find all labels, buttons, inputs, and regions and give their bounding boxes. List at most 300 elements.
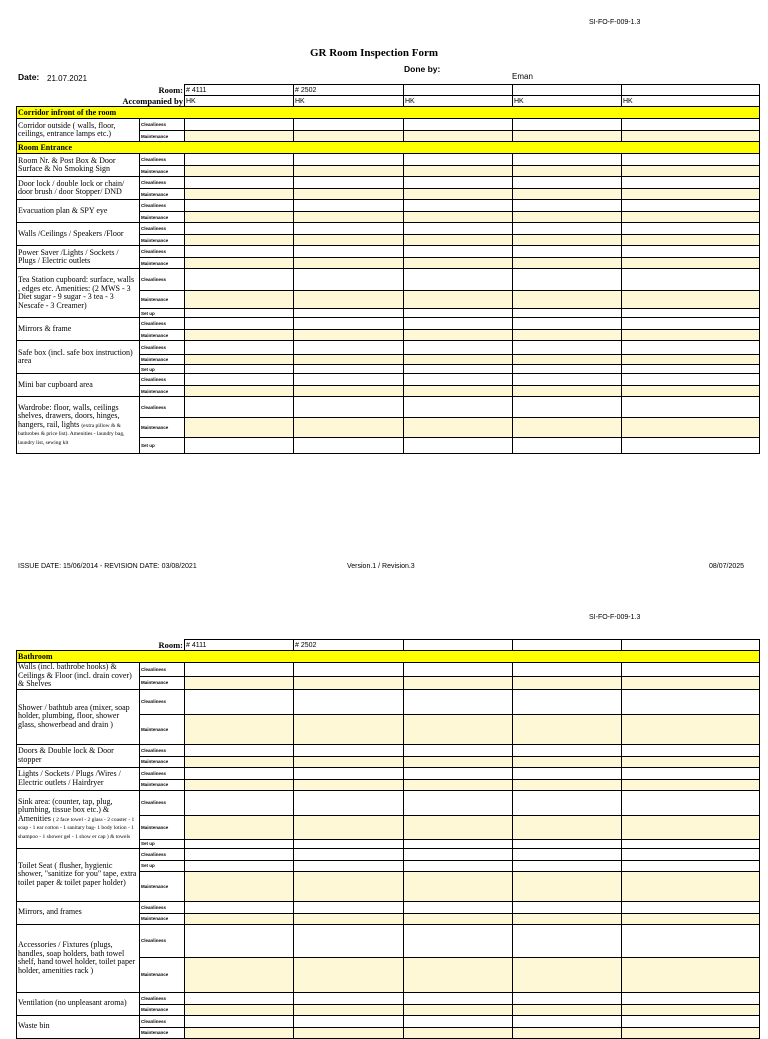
rating-cell[interactable] xyxy=(513,131,622,142)
rating-cell[interactable] xyxy=(622,815,760,839)
rating-cell[interactable] xyxy=(622,418,760,438)
table-row xyxy=(17,1015,760,1027)
rating-cell[interactable] xyxy=(404,212,513,223)
rating-cell[interactable] xyxy=(185,676,294,689)
rating-cell[interactable] xyxy=(185,779,294,790)
rating-cell[interactable] xyxy=(185,901,294,913)
rating-cell[interactable] xyxy=(185,177,294,189)
rating-cell[interactable] xyxy=(622,767,760,779)
rating-cell[interactable] xyxy=(513,235,622,246)
rating-cell[interactable] xyxy=(294,166,404,177)
rating-cell[interactable] xyxy=(185,189,294,200)
checklist-item-text: Walls (incl. bathrobe hooks) & Ceilings & Floor (incl. drain cover) & Shelves xyxy=(18,662,132,688)
rating-cell[interactable] xyxy=(513,1004,622,1015)
rating-cell[interactable] xyxy=(513,355,622,365)
rating-cell[interactable] xyxy=(404,714,513,744)
rating-cell[interactable] xyxy=(513,166,622,177)
rating-cell[interactable] xyxy=(185,924,294,957)
rating-cell[interactable] xyxy=(294,744,404,756)
rating-cell[interactable] xyxy=(185,386,294,397)
rating-cell[interactable] xyxy=(294,957,404,992)
rating-cell[interactable] xyxy=(185,330,294,341)
rating-cell[interactable] xyxy=(404,177,513,189)
rating-cell[interactable] xyxy=(294,1015,404,1027)
rating-cell[interactable] xyxy=(622,223,760,235)
rating-cell[interactable] xyxy=(185,767,294,779)
rating-cell[interactable] xyxy=(185,913,294,924)
room-label: Room: xyxy=(158,639,183,650)
rating-cell[interactable] xyxy=(513,779,622,790)
room-cell[interactable] xyxy=(513,640,622,651)
rating-cell[interactable] xyxy=(294,341,404,355)
rating-cell[interactable] xyxy=(404,119,513,131)
rating-cell[interactable] xyxy=(513,663,622,677)
rating-cell[interactable] xyxy=(294,318,404,330)
rating-cell[interactable] xyxy=(513,374,622,386)
rating-cell[interactable] xyxy=(185,790,294,815)
rating-cell[interactable] xyxy=(513,330,622,341)
rating-cell[interactable] xyxy=(513,957,622,992)
rating-cell[interactable] xyxy=(185,341,294,355)
rating-cell[interactable] xyxy=(622,839,760,848)
rating-cell[interactable] xyxy=(513,860,622,871)
room-cell[interactable] xyxy=(622,85,760,96)
rating-cell[interactable] xyxy=(513,676,622,689)
rating-cell[interactable] xyxy=(622,131,760,142)
rating-cell[interactable] xyxy=(513,309,622,318)
rating-cell[interactable] xyxy=(294,330,404,341)
rating-cell[interactable] xyxy=(185,374,294,386)
rating-cell[interactable] xyxy=(404,189,513,200)
criteria-label: Maintenance xyxy=(140,291,185,309)
rating-cell[interactable] xyxy=(404,779,513,790)
rating-cell[interactable] xyxy=(622,355,760,365)
rating-cell[interactable] xyxy=(185,957,294,992)
rating-cell[interactable] xyxy=(185,714,294,744)
rating-cell[interactable] xyxy=(622,386,760,397)
room-cell[interactable]: # 4111 xyxy=(185,85,294,96)
rating-cell[interactable] xyxy=(622,1004,760,1015)
rating-cell[interactable] xyxy=(513,924,622,957)
rating-cell[interactable] xyxy=(294,992,404,1004)
rating-cell[interactable] xyxy=(622,189,760,200)
rating-cell[interactable] xyxy=(404,860,513,871)
rating-cell[interactable] xyxy=(513,815,622,839)
checklist-item xyxy=(17,744,140,767)
rating-cell[interactable] xyxy=(404,1015,513,1027)
accompanied-cell[interactable]: HK xyxy=(185,96,294,107)
rating-cell[interactable] xyxy=(513,269,622,291)
rating-cell[interactable] xyxy=(294,1004,404,1015)
rating-cell[interactable] xyxy=(294,397,404,418)
rating-cell[interactable] xyxy=(622,756,760,767)
rating-cell[interactable] xyxy=(185,365,294,374)
rating-cell[interactable] xyxy=(513,318,622,330)
rating-cell[interactable] xyxy=(622,365,760,374)
rating-cell[interactable] xyxy=(404,1004,513,1015)
rating-cell[interactable] xyxy=(404,901,513,913)
rating-cell[interactable] xyxy=(294,291,404,309)
rating-cell[interactable] xyxy=(622,119,760,131)
rating-cell[interactable] xyxy=(404,166,513,177)
rating-cell[interactable] xyxy=(185,871,294,901)
rating-cell[interactable] xyxy=(185,154,294,166)
accompanied-cell[interactable]: HK xyxy=(404,96,513,107)
rating-cell[interactable] xyxy=(404,258,513,269)
rating-cell[interactable] xyxy=(513,871,622,901)
rating-cell[interactable] xyxy=(404,246,513,258)
rating-cell[interactable] xyxy=(622,714,760,744)
rating-cell[interactable] xyxy=(622,689,760,714)
checklist-item-text: Room Nr. & Post Box & Door Surface & No Smoking Sign xyxy=(18,155,116,173)
rating-cell[interactable] xyxy=(622,177,760,189)
checklist-item xyxy=(17,246,140,269)
rating-cell[interactable] xyxy=(404,200,513,212)
rating-cell[interactable] xyxy=(404,269,513,291)
checklist-item-text: Mini bar cupboard area xyxy=(18,379,93,389)
rating-cell[interactable] xyxy=(622,200,760,212)
room-cell[interactable] xyxy=(404,85,513,96)
rating-cell[interactable] xyxy=(622,848,760,860)
room-cell[interactable] xyxy=(513,85,622,96)
criteria-label: Maintenance xyxy=(140,871,185,901)
rating-cell[interactable] xyxy=(622,438,760,454)
rating-cell[interactable] xyxy=(622,291,760,309)
rating-cell[interactable] xyxy=(513,438,622,454)
rating-cell[interactable] xyxy=(404,309,513,318)
rating-cell[interactable] xyxy=(294,189,404,200)
rating-cell[interactable] xyxy=(622,154,760,166)
rating-cell[interactable] xyxy=(404,131,513,142)
rating-cell[interactable] xyxy=(513,418,622,438)
rating-cell[interactable] xyxy=(404,154,513,166)
rating-cell[interactable] xyxy=(185,235,294,246)
rating-cell[interactable] xyxy=(513,1015,622,1027)
rating-cell[interactable] xyxy=(185,848,294,860)
checklist-item xyxy=(17,924,140,992)
rating-cell[interactable] xyxy=(185,1015,294,1027)
rating-cell[interactable] xyxy=(185,1027,294,1038)
checklist-item xyxy=(17,901,140,924)
rating-cell[interactable] xyxy=(185,166,294,177)
rating-cell[interactable] xyxy=(513,246,622,258)
rating-cell[interactable] xyxy=(404,374,513,386)
rating-cell[interactable] xyxy=(513,839,622,848)
rating-cell[interactable] xyxy=(185,438,294,454)
rating-cell[interactable] xyxy=(294,663,404,677)
rating-cell[interactable] xyxy=(185,131,294,142)
table-row xyxy=(17,901,760,913)
rating-cell[interactable] xyxy=(185,258,294,269)
criteria-label: Maintenance xyxy=(140,756,185,767)
rating-cell[interactable] xyxy=(294,200,404,212)
rating-cell[interactable] xyxy=(513,848,622,860)
criteria-label: Cleanliness xyxy=(140,767,185,779)
rating-cell[interactable] xyxy=(404,330,513,341)
rating-cell[interactable] xyxy=(622,744,760,756)
checklist-item xyxy=(17,1015,140,1038)
rating-cell[interactable] xyxy=(513,767,622,779)
rating-cell[interactable] xyxy=(622,901,760,913)
rating-cell[interactable] xyxy=(185,200,294,212)
rating-cell[interactable] xyxy=(513,291,622,309)
rating-cell[interactable] xyxy=(622,246,760,258)
rating-cell[interactable] xyxy=(404,318,513,330)
rating-cell[interactable] xyxy=(404,790,513,815)
accompanied-cell[interactable]: HK xyxy=(294,96,404,107)
rating-cell[interactable] xyxy=(404,913,513,924)
rating-cell[interactable] xyxy=(622,957,760,992)
criteria-label: Maintenance xyxy=(140,676,185,689)
criteria-label: Cleanliness xyxy=(140,663,185,677)
rating-cell[interactable] xyxy=(185,839,294,848)
rating-cell[interactable] xyxy=(622,913,760,924)
rating-cell[interactable] xyxy=(294,815,404,839)
checklist-body xyxy=(17,107,760,454)
rating-cell[interactable] xyxy=(622,860,760,871)
room-row xyxy=(17,640,760,651)
rating-cell[interactable] xyxy=(185,223,294,235)
rating-cell[interactable] xyxy=(513,992,622,1004)
rating-cell[interactable] xyxy=(622,871,760,901)
table-row xyxy=(17,246,760,258)
rating-cell[interactable] xyxy=(185,418,294,438)
rating-cell[interactable] xyxy=(513,913,622,924)
criteria-label: Cleanliness xyxy=(140,1015,185,1027)
rating-cell[interactable] xyxy=(404,839,513,848)
rating-cell[interactable] xyxy=(294,119,404,131)
rating-cell[interactable] xyxy=(404,924,513,957)
rating-cell[interactable] xyxy=(185,689,294,714)
criteria-label: Maintenance xyxy=(140,779,185,790)
rating-cell[interactable] xyxy=(404,397,513,418)
rating-cell[interactable] xyxy=(404,341,513,355)
criteria-label: Maintenance xyxy=(140,714,185,744)
criteria-label: Cleanliness xyxy=(140,200,185,212)
rating-cell[interactable] xyxy=(513,223,622,235)
rating-cell[interactable] xyxy=(185,992,294,1004)
table-row xyxy=(17,790,760,815)
room-cell[interactable]: # 4111 xyxy=(185,640,294,651)
rating-cell[interactable] xyxy=(622,790,760,815)
rating-cell[interactable] xyxy=(404,223,513,235)
rating-cell[interactable] xyxy=(185,355,294,365)
criteria-label: Maintenance xyxy=(140,355,185,365)
rating-cell[interactable] xyxy=(185,397,294,418)
rating-cell[interactable] xyxy=(294,790,404,815)
room-cell[interactable]: # 2502 xyxy=(294,640,404,651)
rating-cell[interactable] xyxy=(185,291,294,309)
checklist-item xyxy=(17,223,140,246)
accompanied-cell[interactable]: HK xyxy=(513,96,622,107)
rating-cell[interactable] xyxy=(622,269,760,291)
rating-cell[interactable] xyxy=(404,365,513,374)
rating-cell[interactable] xyxy=(185,269,294,291)
rating-cell[interactable] xyxy=(622,779,760,790)
rating-cell[interactable] xyxy=(294,901,404,913)
rating-cell[interactable] xyxy=(513,200,622,212)
rating-cell[interactable] xyxy=(513,714,622,744)
rating-cell[interactable] xyxy=(404,663,513,677)
rating-cell[interactable] xyxy=(622,235,760,246)
date-value: 21.07.2021 xyxy=(47,74,88,83)
rating-cell[interactable] xyxy=(294,438,404,454)
rating-cell[interactable] xyxy=(622,924,760,957)
rating-cell[interactable] xyxy=(404,871,513,901)
criteria-label: Maintenance xyxy=(140,235,185,246)
rating-cell[interactable] xyxy=(513,756,622,767)
rating-cell[interactable] xyxy=(294,246,404,258)
room-cell[interactable] xyxy=(622,640,760,651)
rating-cell[interactable] xyxy=(513,189,622,200)
rating-cell[interactable] xyxy=(404,992,513,1004)
rating-cell[interactable] xyxy=(622,212,760,223)
rating-cell[interactable] xyxy=(294,924,404,957)
rating-cell[interactable] xyxy=(294,839,404,848)
rating-cell[interactable] xyxy=(294,860,404,871)
rating-cell[interactable] xyxy=(294,848,404,860)
rating-cell[interactable] xyxy=(294,418,404,438)
rating-cell[interactable] xyxy=(622,397,760,418)
rating-cell[interactable] xyxy=(622,663,760,677)
rating-cell[interactable] xyxy=(622,166,760,177)
rating-cell[interactable] xyxy=(294,779,404,790)
rating-cell[interactable] xyxy=(294,269,404,291)
rating-cell[interactable] xyxy=(185,663,294,677)
rating-cell[interactable] xyxy=(294,355,404,365)
footer-version: Version.1 / Revision.3 xyxy=(347,563,415,570)
rating-cell[interactable] xyxy=(404,957,513,992)
inspection-table-page-1 xyxy=(16,84,760,454)
rating-cell[interactable] xyxy=(513,790,622,815)
rating-cell[interactable] xyxy=(513,177,622,189)
table-row xyxy=(17,223,760,235)
rating-cell[interactable] xyxy=(185,246,294,258)
rating-cell[interactable] xyxy=(513,212,622,223)
rating-cell[interactable] xyxy=(294,131,404,142)
rating-cell[interactable] xyxy=(513,365,622,374)
table-row xyxy=(17,177,760,189)
rating-cell[interactable] xyxy=(185,212,294,223)
rating-cell[interactable] xyxy=(294,767,404,779)
rating-cell[interactable] xyxy=(404,235,513,246)
criteria-label: Maintenance xyxy=(140,1004,185,1015)
rating-cell[interactable] xyxy=(294,871,404,901)
rating-cell[interactable] xyxy=(294,235,404,246)
rating-cell[interactable] xyxy=(294,386,404,397)
rating-cell[interactable] xyxy=(513,258,622,269)
room-cell[interactable]: # 2502 xyxy=(294,85,404,96)
rating-cell[interactable] xyxy=(513,397,622,418)
rating-cell[interactable] xyxy=(513,1027,622,1038)
rating-cell[interactable] xyxy=(513,119,622,131)
table-row xyxy=(17,341,760,355)
room-cell[interactable] xyxy=(404,640,513,651)
rating-cell[interactable] xyxy=(185,815,294,839)
criteria-label: Maintenance xyxy=(140,166,185,177)
rating-cell[interactable] xyxy=(622,676,760,689)
rating-cell[interactable] xyxy=(185,1004,294,1015)
checklist-item xyxy=(17,848,140,901)
rating-cell[interactable] xyxy=(294,676,404,689)
rating-cell[interactable] xyxy=(404,689,513,714)
rating-cell[interactable] xyxy=(294,309,404,318)
checklist-item xyxy=(17,200,140,223)
rating-cell[interactable] xyxy=(185,860,294,871)
rating-cell[interactable] xyxy=(513,744,622,756)
rating-cell[interactable] xyxy=(294,1027,404,1038)
rating-cell[interactable] xyxy=(622,309,760,318)
criteria-label: Cleanliness xyxy=(140,177,185,189)
rating-cell[interactable] xyxy=(513,154,622,166)
rating-cell[interactable] xyxy=(294,756,404,767)
rating-cell[interactable] xyxy=(622,258,760,269)
criteria-label: Maintenance xyxy=(140,418,185,438)
rating-cell[interactable] xyxy=(622,1015,760,1027)
rating-cell[interactable] xyxy=(294,374,404,386)
section-title: Bathroom xyxy=(17,651,760,663)
rating-cell[interactable] xyxy=(404,744,513,756)
rating-cell[interactable] xyxy=(294,177,404,189)
rating-cell[interactable] xyxy=(185,309,294,318)
rating-cell[interactable] xyxy=(294,212,404,223)
criteria-label: Cleanliness xyxy=(140,318,185,330)
rating-cell[interactable] xyxy=(513,689,622,714)
checklist-item-text: Door lock / double lock or chain/ door brush / door Stopper/ DND xyxy=(18,178,125,196)
rating-cell[interactable] xyxy=(622,992,760,1004)
rating-cell[interactable] xyxy=(622,374,760,386)
accompanied-cell[interactable]: HK xyxy=(622,96,760,107)
rating-cell[interactable] xyxy=(185,119,294,131)
rating-cell[interactable] xyxy=(294,714,404,744)
checklist-item-text: Ventilation (no unpleasant aroma) xyxy=(18,998,127,1008)
rating-cell[interactable] xyxy=(622,318,760,330)
rating-cell[interactable] xyxy=(294,223,404,235)
rating-cell[interactable] xyxy=(294,258,404,269)
criteria-label: Cleanliness xyxy=(140,374,185,386)
rating-cell[interactable] xyxy=(404,291,513,309)
rating-cell[interactable] xyxy=(404,815,513,839)
rating-cell[interactable] xyxy=(294,913,404,924)
rating-cell[interactable] xyxy=(294,689,404,714)
rating-cell[interactable] xyxy=(404,767,513,779)
rating-cell[interactable] xyxy=(513,341,622,355)
rating-cell[interactable] xyxy=(185,756,294,767)
criteria-label: Set up xyxy=(140,309,185,318)
rating-cell[interactable] xyxy=(622,341,760,355)
rating-cell[interactable] xyxy=(404,848,513,860)
checklist-body xyxy=(17,651,760,1039)
rating-cell[interactable] xyxy=(404,355,513,365)
rating-cell[interactable] xyxy=(404,418,513,438)
rating-cell[interactable] xyxy=(404,676,513,689)
rating-cell[interactable] xyxy=(513,386,622,397)
rating-cell[interactable] xyxy=(404,386,513,397)
rating-cell[interactable] xyxy=(294,154,404,166)
rating-cell[interactable] xyxy=(622,1027,760,1038)
rating-cell[interactable] xyxy=(404,1027,513,1038)
rating-cell[interactable] xyxy=(294,365,404,374)
rating-cell[interactable] xyxy=(622,330,760,341)
criteria-label: Maintenance xyxy=(140,131,185,142)
criteria-label: Cleanliness xyxy=(140,992,185,1004)
rating-cell[interactable] xyxy=(513,901,622,913)
rating-cell[interactable] xyxy=(404,756,513,767)
rating-cell[interactable] xyxy=(185,744,294,756)
rating-cell[interactable] xyxy=(185,318,294,330)
criteria-label: Cleanliness xyxy=(140,397,185,418)
rating-cell[interactable] xyxy=(404,438,513,454)
